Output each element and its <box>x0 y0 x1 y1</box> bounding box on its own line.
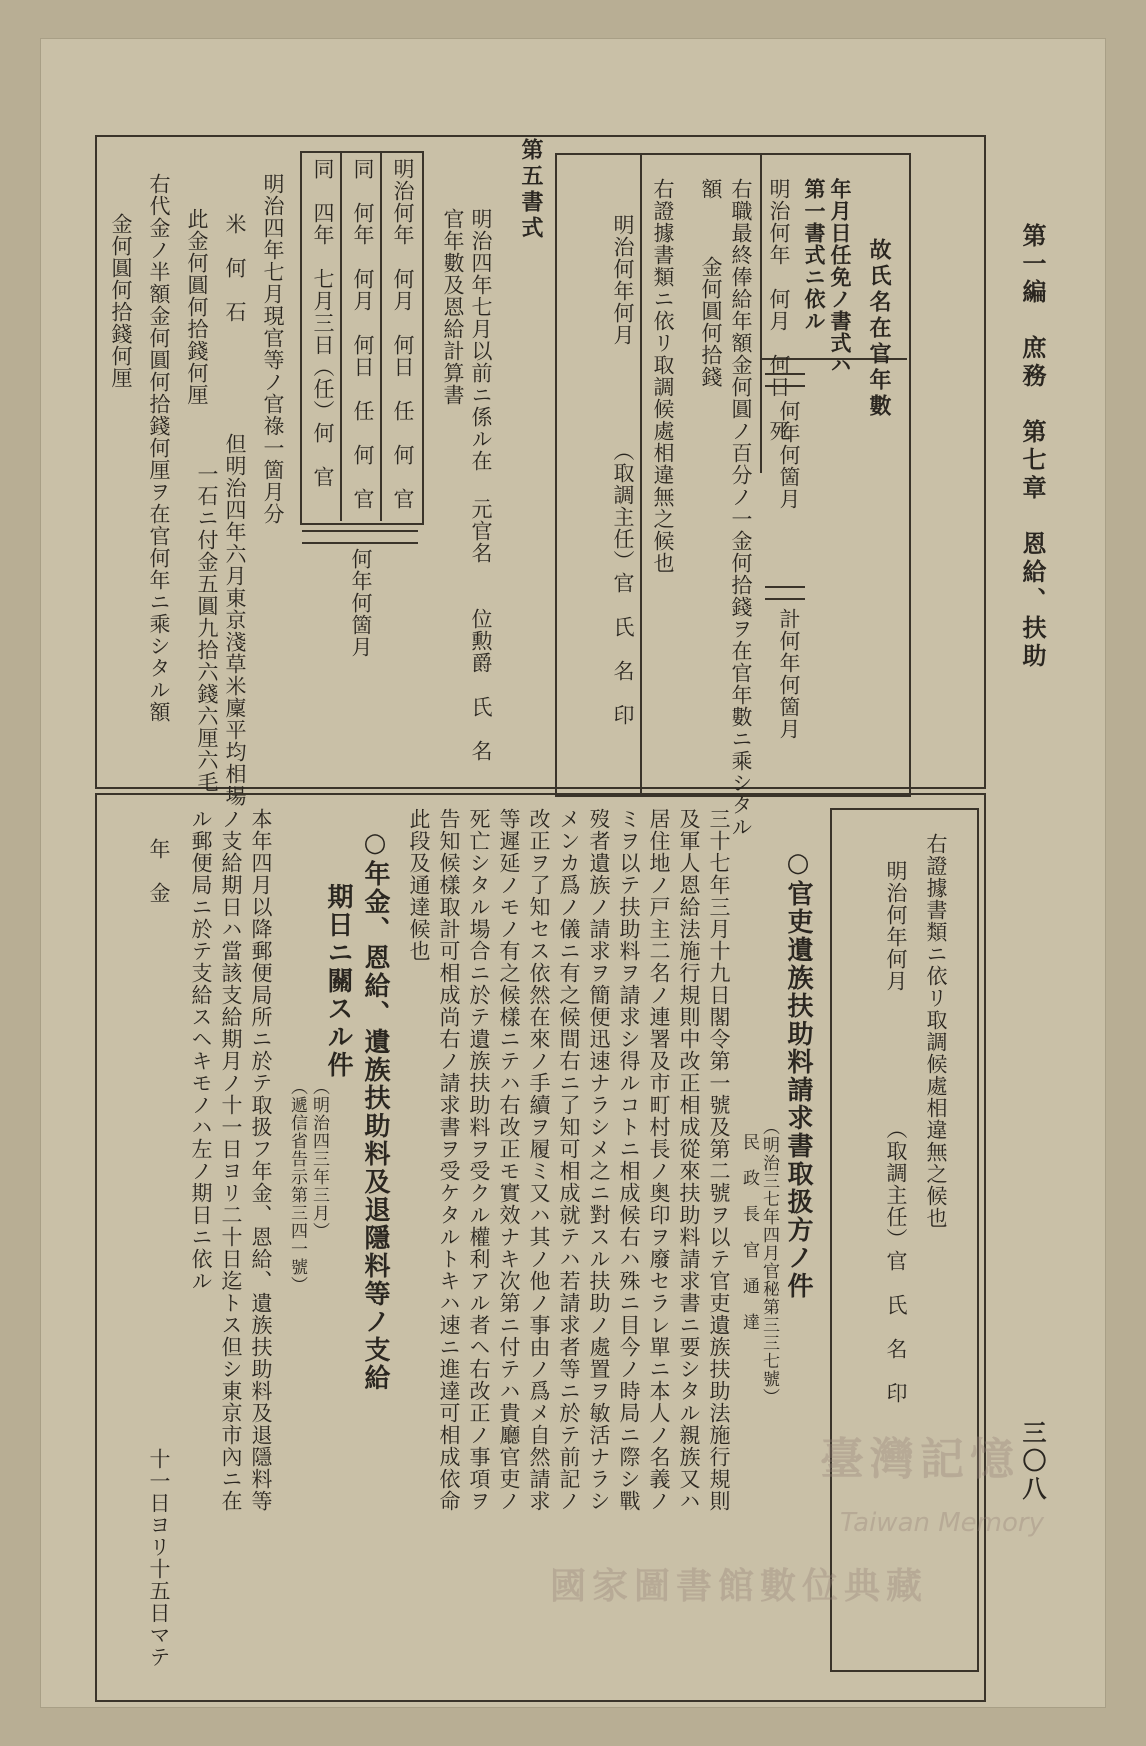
form-top-signer: （取調主任）官 氏 名 印 <box>611 440 635 726</box>
notice1-body-10: 此段及通達候也 <box>407 808 431 962</box>
notice2-body-2: ル郵便局ニ於テ支給スヘキモノハ左ノ期日ニ依ル <box>189 808 213 1292</box>
notice2-body-0: 本年四月以降郵便局所ニ於テ取扱フ年金、恩給、遺族扶助料及退隱料等 <box>249 808 273 1512</box>
form-five-name-line: 元官名 位勲爵 氏 名 <box>469 498 493 762</box>
notice2-last-value: 十一日ヨリ十五日マテ <box>147 1448 171 1668</box>
notice1-body-0: 三十七年三月十九日閣令第一號及第二號ヲ以テ官吏遺族扶助法施行規則 <box>707 808 731 1512</box>
lower-cert: 右證據書類ニ依リ取調候處相違無之候也 <box>924 833 948 1229</box>
notice1-body-7: 等遲延ノモノ有之候樣ニテハ右改正モ實效ナキ次第ニ付テハ貴廳官吏ノ <box>497 808 521 1512</box>
notice1-body-5: メンカ爲ノ儀ニ有之候間右ニ了知可相成就テハ若請求者等ニ於テ前記ノ <box>557 808 581 1512</box>
form-five-row1: 明治何年 何月 何日 任 何 官 <box>391 158 415 510</box>
watermark-latin: Taiwan Memory <box>840 1508 1044 1538</box>
form-top-row3: 明治何年 何月 何日 死 <box>767 178 791 442</box>
rule <box>760 153 762 473</box>
form-five-rice-line: 明治四年七月現官等ノ官祿一箇月分 <box>261 173 285 525</box>
form-five-money1: 此金何圓何拾錢何厘 <box>185 208 209 406</box>
notice1-title: ○官吏遺族扶助料請求書取扱方ノ件 <box>783 848 813 1300</box>
form-five-rice-item: 米 何 石 <box>223 213 247 323</box>
form-top-span2: 計何年何箇月 <box>777 608 801 740</box>
form-top-span1: 何年何箇月 <box>777 400 801 510</box>
page-number: 三〇八 <box>1018 1420 1047 1504</box>
form-top-line2: 額 <box>699 178 723 200</box>
form-five-proviso2: 一石ニ付金五圓九拾六錢六厘六毛 <box>195 463 219 793</box>
form-top-line1: 右職最終俸給年額金何圓ノ百分ノ一金何拾錢ヲ在官年數ニ乘シタル <box>729 178 753 838</box>
form-five-row3: 同 四年 七月三日（任）何 官 <box>311 158 335 488</box>
notice2-ref2: （遞信省告示第三四一號） <box>287 1078 307 1294</box>
form-top-amount: 金何圓何拾錢 <box>699 256 723 388</box>
form-five-proviso1: 但明治四年六月東京淺草米廩平均相場 <box>223 433 247 807</box>
notice1-body-3: ミヲ以テ扶助料ヲ請求シ得ルコトニ相成候右ハ殊ニ目今ノ時局ニ際シ戰 <box>617 808 641 1512</box>
notice1-body-9: 告知候樣取計可相成尚右ノ請求書ヲ受ケタルトキハ速ニ進達可相成依命 <box>437 808 461 1512</box>
watermark-logo: 臺灣記憶 <box>820 1434 1020 1485</box>
rule <box>340 151 342 521</box>
form-top-title: 故氏名在官年數 <box>866 238 892 420</box>
form-top-row1: 年月日任免ノ書式ハ <box>828 178 853 376</box>
form-top-date: 明治何年何月 <box>611 214 635 346</box>
rule <box>640 153 642 793</box>
form-five-heading2: 官年數及恩給計算書 <box>441 208 465 406</box>
notice2-last-label: 年 金 <box>147 838 171 904</box>
notice1-body-8: 死亡シタル場合ニ於テ遺族扶助料ヲ受クル權利アル者ヘ右改正ノ事項ヲ <box>467 808 491 1512</box>
notice2-body-1: ノ支給期日ハ當該支給期月ノ十一日ヨリ二十日迄トス但シ東京市內ニ在 <box>219 808 243 1512</box>
running-title: 第一編 庶務 第七章 恩給、扶助 <box>1018 223 1047 671</box>
form-five-money2: 右代金ノ半額金何圓何拾錢何厘ヲ在官何年ニ乘シタル額 <box>147 173 171 723</box>
notice1-body-2: 居住地ノ戸主二名ノ連署及市町村長ノ奥印ヲ廢セラレ單ニ本人ノ名義ノ <box>647 808 671 1512</box>
rule <box>380 151 382 521</box>
form-top-cert: 右證據書類ニ依リ取調候處相違無之候也 <box>651 178 675 574</box>
notice1-body-4: 歿者遺族ノ請求ヲ簡便迅速ナラシメ之ニ對スル扶助ノ處置ヲ敏活ナラシ <box>587 808 611 1512</box>
notice1-body-1: 及軍人恩給法施行規則中改正相成從來扶助料請求書ニ要シタル親族又ハ <box>677 808 701 1512</box>
form-five-row2: 同 何年 何月 何日 任 何 官 <box>351 158 375 510</box>
notice1-ref1: （明治三七年四月官秘第三三七號） <box>759 1118 779 1406</box>
notice1-body-6: 改正ヲ了知セス依然在來ノ手續ヲ履ミ又ハ其ノ他ノ事由ノ爲メ自然請求 <box>527 808 551 1512</box>
brace <box>765 373 805 387</box>
form-five-heading1: 明治四年七月以前ニ係ル在 <box>469 208 493 472</box>
form-five-span: 何年何箇月 <box>349 548 373 658</box>
lower-date: 明治何年何月 <box>884 860 908 992</box>
watermark-line: 國家圖書館數位典藏 <box>550 1566 929 1607</box>
notice2-title1: ○年金、恩給、遺族扶助料及退隱料等ノ支給 <box>360 828 390 1392</box>
form-five-money3: 金何圓何拾錢何厘 <box>109 213 133 389</box>
notice2-title2: 期日ニ關スル件 <box>323 883 353 1079</box>
page <box>40 38 1106 1708</box>
form-five-label: 第五書式 <box>518 138 544 242</box>
notice1-ref2: 民 政 長 官 通 達 <box>739 1133 759 1331</box>
brace <box>765 586 805 600</box>
form-top-row2: 第一書式ニ依ル <box>802 178 827 332</box>
lower-signer: （取調主任）官 氏 名 印 <box>884 1118 908 1404</box>
brace <box>302 530 418 544</box>
notice2-ref1: （明治四三年三月） <box>309 1078 329 1240</box>
